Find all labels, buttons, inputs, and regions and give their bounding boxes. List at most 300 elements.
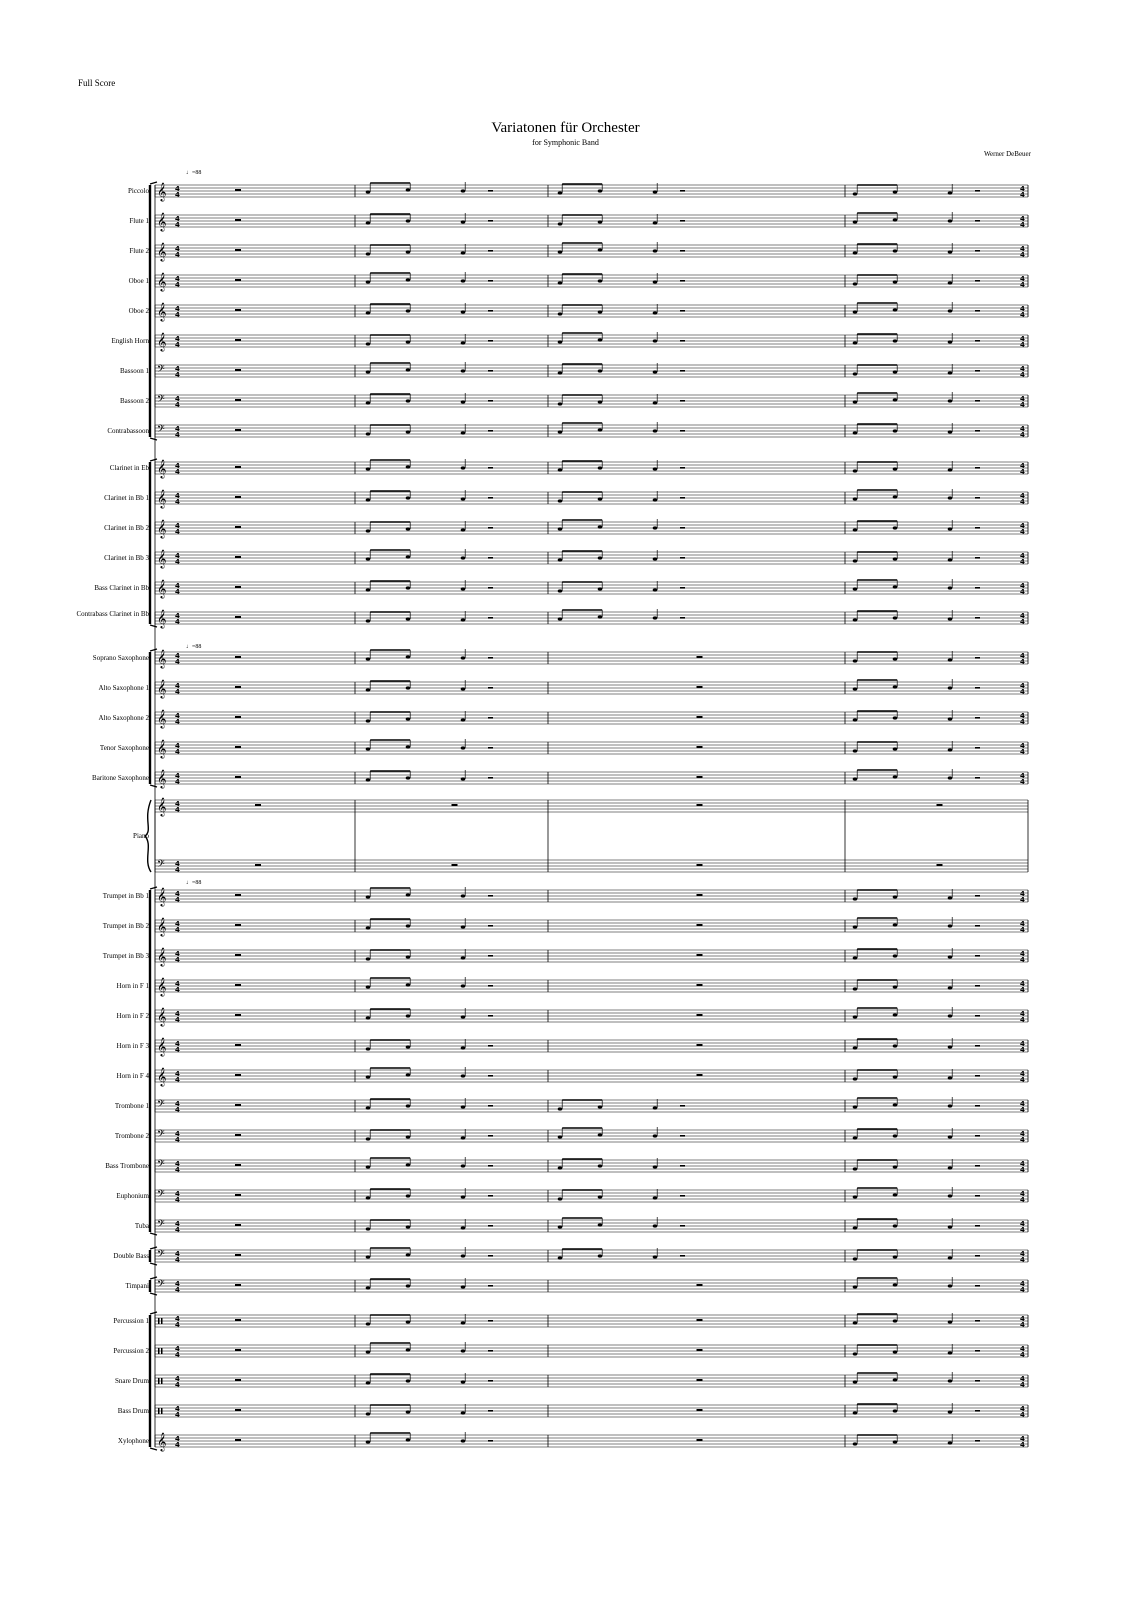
staff-timpani-note	[893, 1283, 898, 1286]
staff-flute-2-time-sig: 4	[175, 251, 180, 259]
staff-trumpet-in-bb-3-end-time-sig: 4	[1020, 950, 1025, 958]
staff-alto-saxophone-2-note	[461, 718, 466, 721]
staff-baritone-saxophone-note	[406, 776, 411, 779]
staff-bass-trombone-time-sig: 4	[175, 1166, 180, 1174]
staff-horn-in-f-1-rest	[697, 984, 703, 986]
staff-clarinet-in-bb-2-clef: 𝄞	[157, 519, 167, 538]
staff-oboe-1-clef: 𝄞	[157, 272, 167, 291]
group-bracket-hook	[150, 1247, 157, 1249]
staff-percussion-1-rest	[488, 1320, 493, 1322]
staff-bassoon-2-end-time-sig: 4	[1020, 401, 1025, 409]
staff-alto-saxophone-1-note	[461, 687, 466, 690]
staff-flute-2-clef: 𝄞	[157, 242, 167, 261]
staff-horn-in-f-2-rest	[697, 1014, 703, 1016]
staff-clarinet-in-bb-1-note	[653, 498, 658, 501]
staff-clarinet-in-eb-time-sig: 4	[175, 468, 180, 476]
staff-trumpet-in-bb-1-rest	[235, 894, 241, 896]
group-bracket-hook	[150, 182, 157, 184]
staff-contrabass-clarinet-in-bb-note	[366, 619, 371, 622]
staff-clarinet-in-eb-clef: 𝄞	[157, 459, 167, 478]
staff-euphonium-note	[653, 1196, 658, 1199]
staff-alto-saxophone-2-time-sig: 4	[175, 712, 180, 720]
staff-trombone-1-rest	[680, 1105, 685, 1107]
staff-clarinet-in-bb-2-end-time-sig: 4	[1020, 528, 1025, 536]
staff-bass-trombone-note	[558, 1166, 563, 1169]
staff-soprano-saxophone-end-time-sig: 4	[1020, 652, 1025, 660]
staff-clarinet-in-bb-2-note	[558, 527, 563, 530]
staff-trombone-1-note	[653, 1106, 658, 1109]
staff-piano-lower-clef: 𝄢	[157, 858, 165, 872]
staff-contrabass-clarinet-in-bb-note	[558, 617, 563, 620]
staff-trombone-1-time-sig: 4	[175, 1100, 180, 1108]
staff-clarinet-in-bb-1-time-sig: 4	[175, 498, 180, 506]
staff-clarinet-in-eb-note	[653, 467, 658, 470]
staff-double-bass-note	[598, 1254, 603, 1257]
staff-bassoon-1-end-time-sig: 4	[1020, 365, 1025, 373]
staff-horn-in-f-4-end-time-sig: 4	[1020, 1076, 1025, 1084]
staff-clarinet-in-bb-1-note	[598, 497, 603, 500]
instrument-name: Clarinet in Eb	[109, 464, 149, 472]
staff-english-horn-note	[598, 338, 603, 341]
staff-oboe-2-note	[461, 310, 466, 313]
staff-baritone-saxophone-rest	[488, 777, 493, 779]
staff-euphonium-note	[406, 1194, 411, 1197]
staff-contrabassoon-note	[406, 430, 411, 433]
staff-percussion-1-time-sig: 4	[175, 1315, 180, 1323]
staff-percussion-2-note	[853, 1352, 858, 1355]
staff-soprano-saxophone-note	[366, 657, 371, 660]
staff-oboe-2-end-time-sig: 4	[1020, 311, 1025, 319]
score-subtitle: for Symphonic Band	[532, 138, 599, 147]
staff-bass-trombone-note	[406, 1163, 411, 1166]
staff-tuba-note	[948, 1225, 953, 1228]
staff-trombone-1-note	[366, 1106, 371, 1109]
staff-clarinet-in-bb-3-note	[558, 558, 563, 561]
staff-clarinet-in-bb-2-note	[853, 528, 858, 531]
staff-double-bass-note	[461, 1254, 466, 1257]
staff-trombone-1-note	[461, 1105, 466, 1108]
staff-horn-in-f-2-note	[893, 1013, 898, 1016]
staff-bass-trombone-note	[653, 1165, 658, 1168]
staff-piccolo-note	[598, 189, 603, 192]
staff-english-horn-rest	[975, 340, 980, 342]
staff-bassoon-1-note	[853, 372, 858, 375]
staff-oboe-2-note	[853, 310, 858, 313]
staff-clarinet-in-bb-1-note	[853, 497, 858, 500]
staff-trombone-1-rest	[975, 1105, 980, 1107]
staff-flute-1-rest	[975, 220, 980, 222]
staff-piano-lower-rest	[937, 864, 943, 866]
staff-bass-trombone-end-time-sig: 4	[1020, 1160, 1025, 1168]
staff-bassoon-1-note	[558, 371, 563, 374]
staff-contrabassoon-note	[461, 431, 466, 434]
instrument-name: Alto Saxophone 2	[98, 714, 149, 722]
staff-oboe-2-note	[893, 308, 898, 311]
staff-baritone-saxophone-time-sig: 4	[175, 772, 180, 780]
staff-piano-upper-clef: 𝄞	[157, 797, 167, 816]
staff-horn-in-f-4-note	[853, 1077, 858, 1080]
instrument-name: Bass Clarinet in Bb	[94, 584, 149, 592]
staff-oboe-2-note	[558, 312, 563, 315]
staff-trumpet-in-bb-2-note	[366, 926, 371, 929]
staff-horn-in-f-4-rest	[488, 1075, 493, 1077]
staff-bass-trombone-note	[366, 1165, 371, 1168]
staff-double-bass-end-time-sig: 4	[1020, 1256, 1025, 1264]
staff-clarinet-in-bb-3-note	[366, 557, 371, 560]
instrument-name: English Horn	[111, 337, 149, 345]
instrument-name: Horn in F 2	[116, 1012, 149, 1020]
staff-trombone-2-time-sig: 4	[175, 1136, 180, 1144]
staff-contrabass-clarinet-in-bb-rest	[235, 616, 241, 618]
staff-bassoon-2-note	[893, 398, 898, 401]
staff-bassoon-1-rest	[975, 370, 980, 372]
staff-contrabass-clarinet-in-bb-rest	[975, 617, 980, 619]
staff-timpani-note	[948, 1284, 953, 1287]
staff-snare-drum-end-time-sig: 4	[1020, 1375, 1025, 1383]
staff-horn-in-f-1-note	[893, 985, 898, 988]
staff-trumpet-in-bb-1-note	[893, 895, 898, 898]
staff-horn-in-f-3-note	[461, 1046, 466, 1049]
staff-flute-2-end-time-sig: 4	[1020, 251, 1025, 259]
staff-bass-trombone-clef: 𝄢	[157, 1158, 165, 1172]
instrument-name: Piccolo	[128, 187, 149, 195]
staff-clarinet-in-bb-3-rest	[680, 557, 685, 559]
staff-timpani-rest	[975, 1285, 980, 1287]
staff-horn-in-f-1-end-time-sig: 4	[1020, 980, 1025, 988]
staff-percussion-2-end-time-sig: 4	[1020, 1345, 1025, 1353]
staff-bass-clarinet-in-bb-note	[366, 588, 371, 591]
staff-oboe-1-time-sig: 4	[175, 281, 180, 289]
staff-alto-saxophone-1-time-sig: 4	[175, 688, 180, 696]
staff-euphonium-note	[893, 1193, 898, 1196]
staff-piccolo-time-sig: 4	[175, 185, 180, 193]
staff-percussion-1-rest	[975, 1320, 980, 1322]
staff-xylophone-rest	[697, 1439, 703, 1441]
staff-piano-lower-rest	[255, 864, 261, 866]
staff-trumpet-in-bb-3-rest	[235, 954, 241, 956]
staff-horn-in-f-2-rest	[975, 1015, 980, 1017]
staff-trombone-1-note	[893, 1103, 898, 1106]
staff-horn-in-f-3-rest	[488, 1045, 493, 1047]
staff-trombone-1-time-sig: 4	[175, 1106, 180, 1114]
staff-flute-2-note	[558, 250, 563, 253]
staff-soprano-saxophone-note	[853, 659, 858, 662]
staff-double-bass-note	[558, 1256, 563, 1259]
staff-euphonium-note	[853, 1195, 858, 1198]
staff-tuba-rest	[235, 1224, 241, 1226]
staff-trumpet-in-bb-2-end-time-sig: 4	[1020, 926, 1025, 934]
staff-contrabass-clarinet-in-bb-time-sig: 4	[175, 618, 180, 626]
instrument-name: Trumpet in Bb 3	[102, 952, 149, 960]
staff-xylophone-rest	[235, 1439, 241, 1441]
staff-alto-saxophone-1-note	[948, 686, 953, 689]
staff-tenor-saxophone-rest	[235, 746, 241, 748]
staff-alto-saxophone-2-rest	[975, 717, 980, 719]
staff-alto-saxophone-2-note	[406, 717, 411, 720]
staff-percussion-1-clef	[158, 1318, 160, 1324]
staff-double-bass-note	[948, 1256, 953, 1259]
staff-flute-1-time-sig: 4	[175, 221, 180, 229]
staff-xylophone-note	[853, 1442, 858, 1445]
staff-oboe-1-rest	[680, 280, 685, 282]
staff-baritone-saxophone-rest	[975, 777, 980, 779]
staff-horn-in-f-1-time-sig: 4	[175, 986, 180, 994]
staff-clarinet-in-eb-end-time-sig: 4	[1020, 468, 1025, 476]
staff-clarinet-in-bb-2-note	[406, 527, 411, 530]
staff-piccolo-time-sig: 4	[175, 191, 180, 199]
staff-snare-drum-note	[406, 1379, 411, 1382]
staff-trumpet-in-bb-2-rest	[235, 924, 241, 926]
staff-euphonium-end-time-sig: 4	[1020, 1196, 1025, 1204]
header-label: Full Score	[78, 78, 116, 88]
staff-contrabass-clarinet-in-bb-rest	[488, 617, 493, 619]
staff-oboe-2-rest	[680, 310, 685, 312]
staff-xylophone-note	[893, 1440, 898, 1443]
staff-oboe-2-rest	[488, 310, 493, 312]
staff-contrabassoon-note	[598, 428, 603, 431]
staff-percussion-2-clef	[158, 1348, 160, 1354]
staff-bassoon-1-rest	[488, 370, 493, 372]
staff-clarinet-in-bb-2-rest	[235, 526, 241, 528]
instrument-name: Clarinet in Bb 1	[104, 494, 149, 502]
staff-clarinet-in-bb-1-rest	[680, 497, 685, 499]
staff-euphonium-rest	[488, 1195, 493, 1197]
staff-trumpet-in-bb-1-end-time-sig: 4	[1020, 890, 1025, 898]
staff-contrabass-clarinet-in-bb-note	[406, 617, 411, 620]
staff-bass-trombone-note	[893, 1165, 898, 1168]
staff-euphonium-time-sig: 4	[175, 1196, 180, 1204]
staff-clarinet-in-bb-1-rest	[975, 497, 980, 499]
staff-alto-saxophone-2-rest	[235, 716, 241, 718]
staff-alto-saxophone-2-note	[893, 716, 898, 719]
staff-trumpet-in-bb-3-clef: 𝄞	[157, 947, 167, 966]
staff-piccolo-note	[853, 192, 858, 195]
staff-flute-1-note	[598, 220, 603, 223]
staff-clarinet-in-eb-time-sig: 4	[175, 462, 180, 470]
staff-soprano-saxophone-rest	[697, 656, 703, 658]
staff-bass-clarinet-in-bb-rest	[680, 587, 685, 589]
staff-xylophone-note	[366, 1440, 371, 1443]
staff-clarinet-in-eb-note	[461, 466, 466, 469]
instrument-name: Bassoon 1	[120, 367, 149, 375]
staff-timpani-note	[461, 1285, 466, 1288]
staff-bass-clarinet-in-bb-end-time-sig: 4	[1020, 588, 1025, 596]
staff-double-bass-end-time-sig: 4	[1020, 1250, 1025, 1258]
staff-trumpet-in-bb-3-time-sig: 4	[175, 956, 180, 964]
staff-bassoon-1-note	[653, 370, 658, 373]
staff-trumpet-in-bb-3-note	[948, 955, 953, 958]
staff-trumpet-in-bb-2-note	[948, 924, 953, 927]
staff-piccolo-note	[893, 190, 898, 193]
staff-bassoon-2-time-sig: 4	[175, 395, 180, 403]
staff-piccolo-rest	[235, 189, 241, 191]
staff-contrabass-clarinet-in-bb-note	[948, 617, 953, 620]
staff-contrabass-clarinet-in-bb-rest	[680, 617, 685, 619]
staff-oboe-2-note	[366, 311, 371, 314]
staff-bass-clarinet-in-bb-note	[653, 588, 658, 591]
staff-trumpet-in-bb-1-end-time-sig: 4	[1020, 896, 1025, 904]
staff-baritone-saxophone-note	[461, 777, 466, 780]
staff-trumpet-in-bb-2-time-sig: 4	[175, 920, 180, 928]
staff-baritone-saxophone-time-sig: 4	[175, 778, 180, 786]
staff-oboe-1-note	[653, 280, 658, 283]
staff-english-horn-rest	[680, 340, 685, 342]
staff-trombone-2-rest	[975, 1135, 980, 1137]
staff-oboe-1-rest	[975, 280, 980, 282]
staff-percussion-2-clef	[161, 1348, 163, 1354]
staff-bass-trombone-rest	[680, 1165, 685, 1167]
staff-trombone-2-note	[853, 1136, 858, 1139]
staff-snare-drum-note	[853, 1380, 858, 1383]
staff-bass-trombone-note	[948, 1166, 953, 1169]
staff-bass-trombone-note	[598, 1164, 603, 1167]
staff-clarinet-in-eb-end-time-sig: 4	[1020, 462, 1025, 470]
staff-contrabassoon-end-time-sig: 4	[1020, 425, 1025, 433]
staff-clarinet-in-bb-1-rest	[488, 497, 493, 499]
staff-horn-in-f-3-time-sig: 4	[175, 1040, 180, 1048]
staff-euphonium-note	[366, 1196, 371, 1199]
staff-bassoon-2-note	[853, 400, 858, 403]
staff-english-horn-end-time-sig: 4	[1020, 341, 1025, 349]
staff-english-horn-note	[948, 340, 953, 343]
staff-clarinet-in-eb-note	[406, 465, 411, 468]
staff-piccolo-end-time-sig: 4	[1020, 185, 1025, 193]
staff-flute-2-note	[653, 249, 658, 252]
staff-tuba-note	[893, 1224, 898, 1227]
staff-clarinet-in-bb-2-note	[366, 529, 371, 532]
staff-contrabassoon-time-sig: 4	[175, 431, 180, 439]
staff-piccolo-note	[948, 191, 953, 194]
tempo-mark: ♩=88	[186, 644, 202, 650]
staff-clarinet-in-bb-3-clef: 𝄞	[157, 549, 167, 568]
staff-trombone-1-note	[558, 1107, 563, 1110]
staff-contrabass-clarinet-in-bb-note	[653, 616, 658, 619]
staff-clarinet-in-bb-1-note	[406, 496, 411, 499]
staff-trumpet-in-bb-2-rest	[975, 925, 980, 927]
staff-percussion-1-note	[366, 1322, 371, 1325]
staff-flute-2-rest	[975, 250, 980, 252]
staff-clarinet-in-bb-2-rest	[488, 527, 493, 529]
staff-contrabassoon-note	[558, 430, 563, 433]
staff-tenor-saxophone-note	[893, 747, 898, 750]
staff-soprano-saxophone-note	[948, 658, 953, 661]
staff-alto-saxophone-2-clef: 𝄞	[157, 709, 167, 728]
staff-percussion-2-note	[406, 1348, 411, 1351]
staff-double-bass-rest	[680, 1255, 685, 1257]
staff-trombone-1-note	[598, 1105, 603, 1108]
staff-flute-1-rest	[680, 220, 685, 222]
staff-oboe-1-note	[366, 280, 371, 283]
instrument-name: Contrabassoon	[107, 427, 149, 435]
staff-piano-lower-rest	[452, 864, 458, 866]
staff-contrabass-clarinet-in-bb-note	[853, 618, 858, 621]
instrument-name: Trumpet in Bb 2	[102, 922, 149, 930]
staff-timpani-rest	[697, 1284, 703, 1286]
staff-contrabassoon-note	[653, 429, 658, 432]
staff-trombone-2-note	[406, 1135, 411, 1138]
staff-bassoon-1-time-sig: 4	[175, 371, 180, 379]
staff-oboe-1-rest	[488, 280, 493, 282]
staff-trombone-2-note	[948, 1135, 953, 1138]
staff-euphonium-rest	[680, 1195, 685, 1197]
staff-trumpet-in-bb-3-note	[853, 956, 858, 959]
staff-percussion-2-rest	[697, 1349, 703, 1351]
staff-clarinet-in-bb-2-note	[598, 525, 603, 528]
staff-clarinet-in-bb-3-note	[853, 559, 858, 562]
staff-trumpet-in-bb-2-time-sig: 4	[175, 926, 180, 934]
score-title: Variatonen für Orchester	[491, 120, 640, 136]
staff-flute-1-note	[653, 221, 658, 224]
staff-trombone-1-note	[948, 1104, 953, 1107]
staff-bass-clarinet-in-bb-rest	[235, 586, 241, 588]
staff-tenor-saxophone-rest	[697, 746, 703, 748]
staff-trumpet-in-bb-1-note	[948, 896, 953, 899]
staff-clarinet-in-bb-1-note	[893, 495, 898, 498]
staff-oboe-1-note	[461, 279, 466, 282]
staff-percussion-1-note	[948, 1320, 953, 1323]
staff-trombone-2-note	[598, 1133, 603, 1136]
staff-bass-clarinet-in-bb-note	[948, 586, 953, 589]
staff-tenor-saxophone-time-sig: 4	[175, 748, 180, 756]
staff-flute-1-clef: 𝄞	[157, 212, 167, 231]
staff-horn-in-f-3-end-time-sig: 4	[1020, 1046, 1025, 1054]
staff-piano-lower-time-sig: 4	[175, 860, 180, 868]
staff-timpani-note	[853, 1285, 858, 1288]
staff-soprano-saxophone-note	[893, 657, 898, 660]
staff-snare-drum-note	[366, 1381, 371, 1384]
staff-double-bass-clef: 𝄢	[157, 1248, 165, 1262]
staff-flute-1-note	[366, 221, 371, 224]
staff-oboe-2-note	[653, 311, 658, 314]
staff-timpani-rest	[488, 1285, 493, 1287]
staff-baritone-saxophone-clef: 𝄞	[157, 769, 167, 788]
staff-piano-upper-rest	[697, 804, 703, 806]
staff-piano-upper-rest	[452, 804, 458, 806]
staff-piccolo-end-time-sig: 4	[1020, 191, 1025, 199]
staff-xylophone-note	[461, 1439, 466, 1442]
staff-contrabassoon-note	[366, 432, 371, 435]
staff-horn-in-f-3-note	[366, 1047, 371, 1050]
staff-trumpet-in-bb-3-note	[366, 957, 371, 960]
staff-horn-in-f-3-note	[948, 1045, 953, 1048]
staff-flute-2-rest	[488, 250, 493, 252]
staff-soprano-saxophone-end-time-sig: 4	[1020, 658, 1025, 666]
staff-baritone-saxophone-rest	[697, 776, 703, 778]
staff-trumpet-in-bb-3-time-sig: 4	[175, 950, 180, 958]
staff-flute-2-end-time-sig: 4	[1020, 245, 1025, 253]
staff-oboe-1-end-time-sig: 4	[1020, 281, 1025, 289]
staff-bassoon-1-note	[598, 369, 603, 372]
staff-oboe-2-clef: 𝄞	[157, 302, 167, 321]
staff-tenor-saxophone-note	[366, 747, 371, 750]
group-bracket-hook	[150, 1293, 157, 1295]
staff-tenor-saxophone-clef: 𝄞	[157, 739, 167, 758]
staff-snare-drum-rest	[697, 1379, 703, 1381]
staff-tenor-saxophone-time-sig: 4	[175, 742, 180, 750]
staff-flute-1-note	[461, 220, 466, 223]
group-bracket-hook	[150, 1448, 157, 1450]
staff-horn-in-f-4-time-sig: 4	[175, 1070, 180, 1078]
staff-clarinet-in-bb-1-time-sig: 4	[175, 492, 180, 500]
staff-horn-in-f-4-note	[366, 1075, 371, 1078]
staff-bass-clarinet-in-bb-note	[558, 589, 563, 592]
staff-alto-saxophone-1-time-sig: 4	[175, 682, 180, 690]
staff-timpani-note	[406, 1284, 411, 1287]
staff-clarinet-in-bb-1-end-time-sig: 4	[1020, 492, 1025, 500]
staff-horn-in-f-4-time-sig: 4	[175, 1076, 180, 1084]
staff-tuba-time-sig: 4	[175, 1220, 180, 1228]
staff-bass-trombone-end-time-sig: 4	[1020, 1166, 1025, 1174]
